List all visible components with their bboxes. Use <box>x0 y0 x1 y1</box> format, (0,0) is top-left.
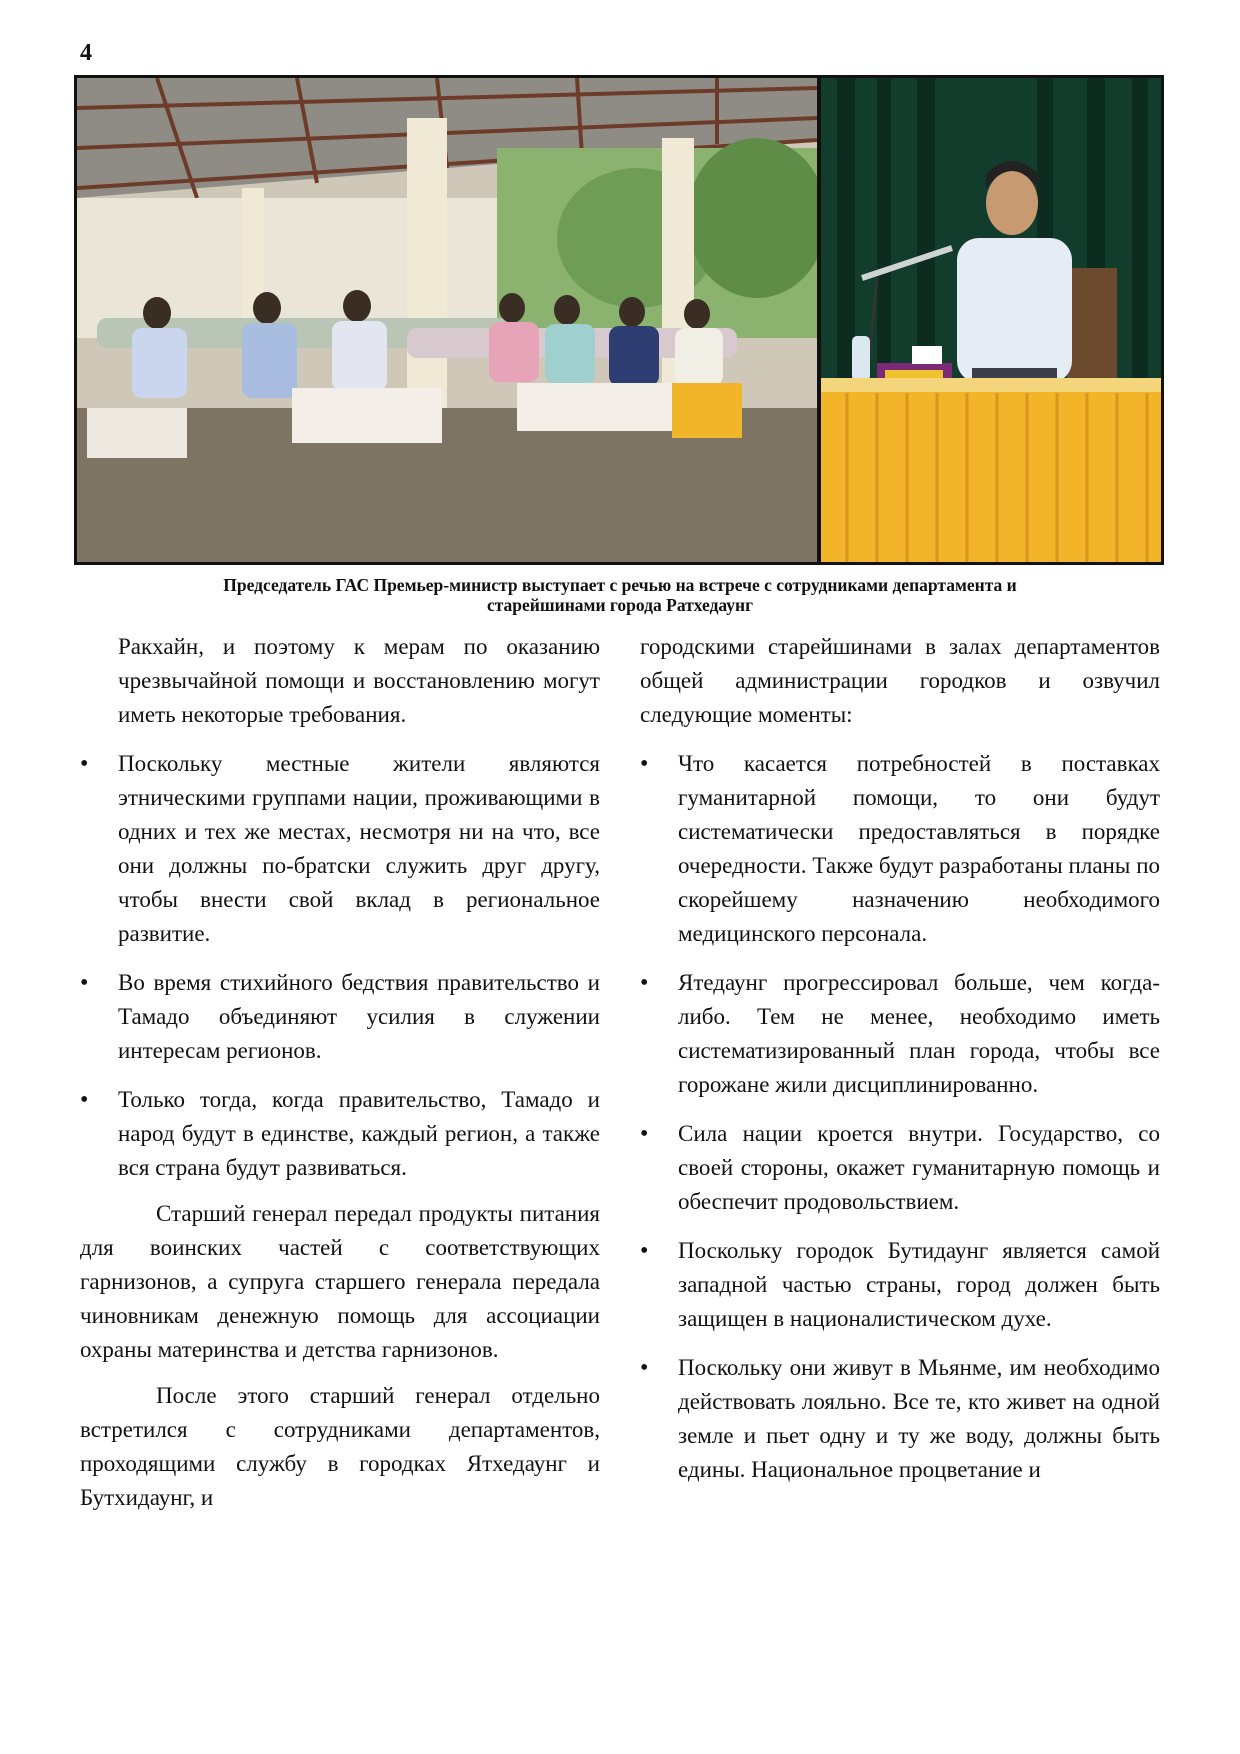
list-item: • Поскольку они живут в Мьянме, им необходимо действовать лояльно. Все те, кто живет на одной земле и пьет одну и ту же воду, должны быть едины. Национальное процветание и <box>640 1351 1160 1487</box>
speaker-at-podium-photo <box>821 78 1161 562</box>
photo-caption <box>100 575 1140 615</box>
meeting-audience-photo <box>77 78 827 562</box>
list-item: • Ятедаунг прогрессировал больше, чем когда-либо. Тем не менее, необходимо иметь систематизированный план города, чтобы все горожане жили дисциплинированно. <box>640 966 1160 1102</box>
list-item: • Во время стихийного бедствия правительство и Тамадо объединяют усилия в служении интересам регионов. <box>80 966 600 1068</box>
news-photo <box>74 75 1164 565</box>
list-item: • Только тогда, когда правительство, Тамадо и народ будут в единстве, каждый регион, а также вся страна будут развиваться. <box>80 1083 600 1185</box>
right-bullet-list <box>640 747 1160 1487</box>
caption-line-1: Председатель ГАС Премьер-министр выступает с речью на встрече с сотрудниками департамента и <box>223 575 1017 595</box>
list-item: • Поскольку местные жители являются этническими группами нации, проживающими в одних и тех же местах, несмотря ни на что, все они должны по-братски служить друг другу, чтобы внести свой вклад в региональное развитие. <box>80 747 600 951</box>
left-bullet-list <box>80 747 600 1185</box>
list-item: • Сила нации кроется внутри. Государство, со своей стороны, окажет гуманитарную помощь и обеспечит продовольствием. <box>640 1117 1160 1219</box>
list-item: • Что касается потребностей в поставках гуманитарной помощи, то они будут систематически предоставляться в порядке очередности. Также будут разработаны планы по скорейшему назначению необходимого медицинского персонала. <box>640 747 1160 951</box>
intro-text: городскими старейшинами в залах департаментов общей администрации городков и озвучил следующие моменты: <box>640 634 1160 727</box>
paragraph-meeting: После этого старший генерал отдельно встретился с сотрудниками департаментов, проходящими службу в городках Ятхедаунг и Бутхидаунг, и <box>80 1383 600 1510</box>
left-column <box>80 630 600 1515</box>
paragraph-food-aid: Старший генерал передал продукты питания для воинских частей с соответствующих гарнизонов, а супруга старшего генерала передала чиновникам денежную помощь для ассоциации охраны материнства и детства гарнизонов. <box>80 1201 600 1362</box>
caption-line-2: старейшинами города Ратхедаунг <box>486 595 754 615</box>
page-number: 4 <box>80 40 92 66</box>
right-column <box>640 630 1160 1487</box>
list-item: • Поскольку городок Бутидаунг является самой западной частью страны, город должен быть защищен в националистическом духе. <box>640 1234 1160 1336</box>
continuation-text: Ракхайн, и поэтому к мерам по оказанию чрезвычайной помощи и восстановлению могут иметь некоторые требования. <box>118 634 600 727</box>
